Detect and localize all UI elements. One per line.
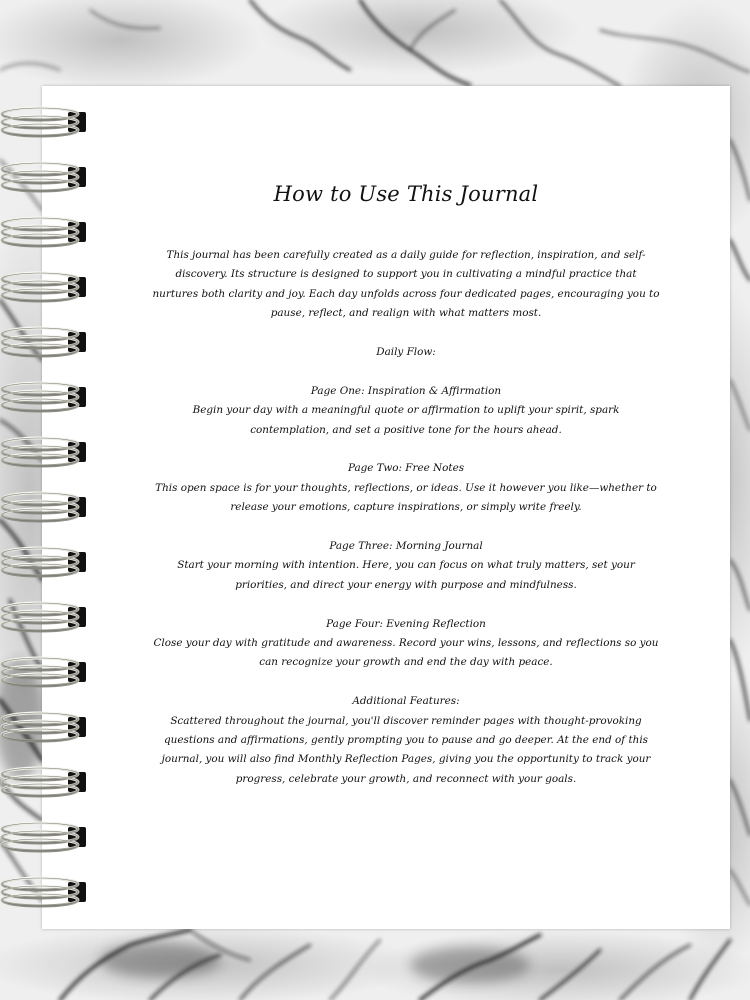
section-text: This open space is for your thoughts, reflections, or ideas. Use it however you like—whether to release your emotions, capture inspirations, or simply write freely. [155, 481, 657, 514]
spiral-ring [2, 713, 86, 741]
section-additional-features [152, 692, 660, 789]
spiral-ring [2, 493, 86, 521]
spiral-ring [2, 548, 86, 576]
section-text: Close your day with gratitude and awareness. Record your wins, lessons, and reflections so you can recognize your growth and end the day with peace. [153, 637, 659, 669]
section-heading: Page Three: Morning Journal [329, 540, 483, 553]
spiral-ring [2, 273, 86, 301]
daily-flow-heading: Daily Flow: [376, 346, 436, 359]
spiral-ring [2, 108, 86, 136]
journal-body [152, 246, 660, 809]
section-text: Begin your day with a meaningful quote or affirmation to uplift your spirit, spark contemplation, and set a positive tone for the hours ahead. [192, 404, 620, 436]
spiral-ring [2, 163, 86, 191]
journal-page [42, 86, 730, 929]
section-heading: Page Two: Free Notes [347, 462, 465, 475]
spiral-ring [2, 823, 86, 851]
section-heading: Page One: Inspiration & Affirmation [310, 384, 502, 397]
spiral-ring [2, 768, 86, 796]
section-text: Scattered throughout the journal, you'll discover reminder pages with thought-provoking questions and affirmations, gently prompting you to pause and go deeper. At the end of this journal, you will also find Monthly Reflection Pages, giving you the opportunity to track your progress, celebrate your growth, and reconnect with your goals. [161, 714, 651, 785]
intro-paragraph: This journal has been carefully created as a daily guide for reflection, inspiration, and self-discovery. Its structure is designed to support you in cultivating a mindful practice that nurtures both clarity and joy. Each day unfolds across four dedicated pages, encouraging you to pause, reflect, and realign with what matters most. [152, 249, 660, 320]
spiral-ring [2, 603, 86, 631]
section-page-three [152, 537, 660, 595]
spiral-ring [2, 383, 86, 411]
section-heading: Page Four: Evening Reflection [326, 617, 486, 630]
section-page-four [152, 615, 660, 673]
section-heading: Additional Features: [352, 695, 460, 708]
page-title: How to Use This Journal [273, 182, 539, 206]
section-page-one [152, 382, 660, 440]
spiral-ring [2, 328, 86, 356]
spiral-ring [2, 878, 86, 906]
section-text: Start your morning with intention. Here, you can focus on what truly matters, set your priorities, and direct your energy with purpose and mindfulness. [177, 559, 635, 591]
spiral-ring [2, 218, 86, 246]
section-page-two [152, 459, 660, 517]
spiral-ring [2, 658, 86, 686]
spiral-ring [2, 438, 86, 466]
spiral-binding [0, 0, 95, 1000]
